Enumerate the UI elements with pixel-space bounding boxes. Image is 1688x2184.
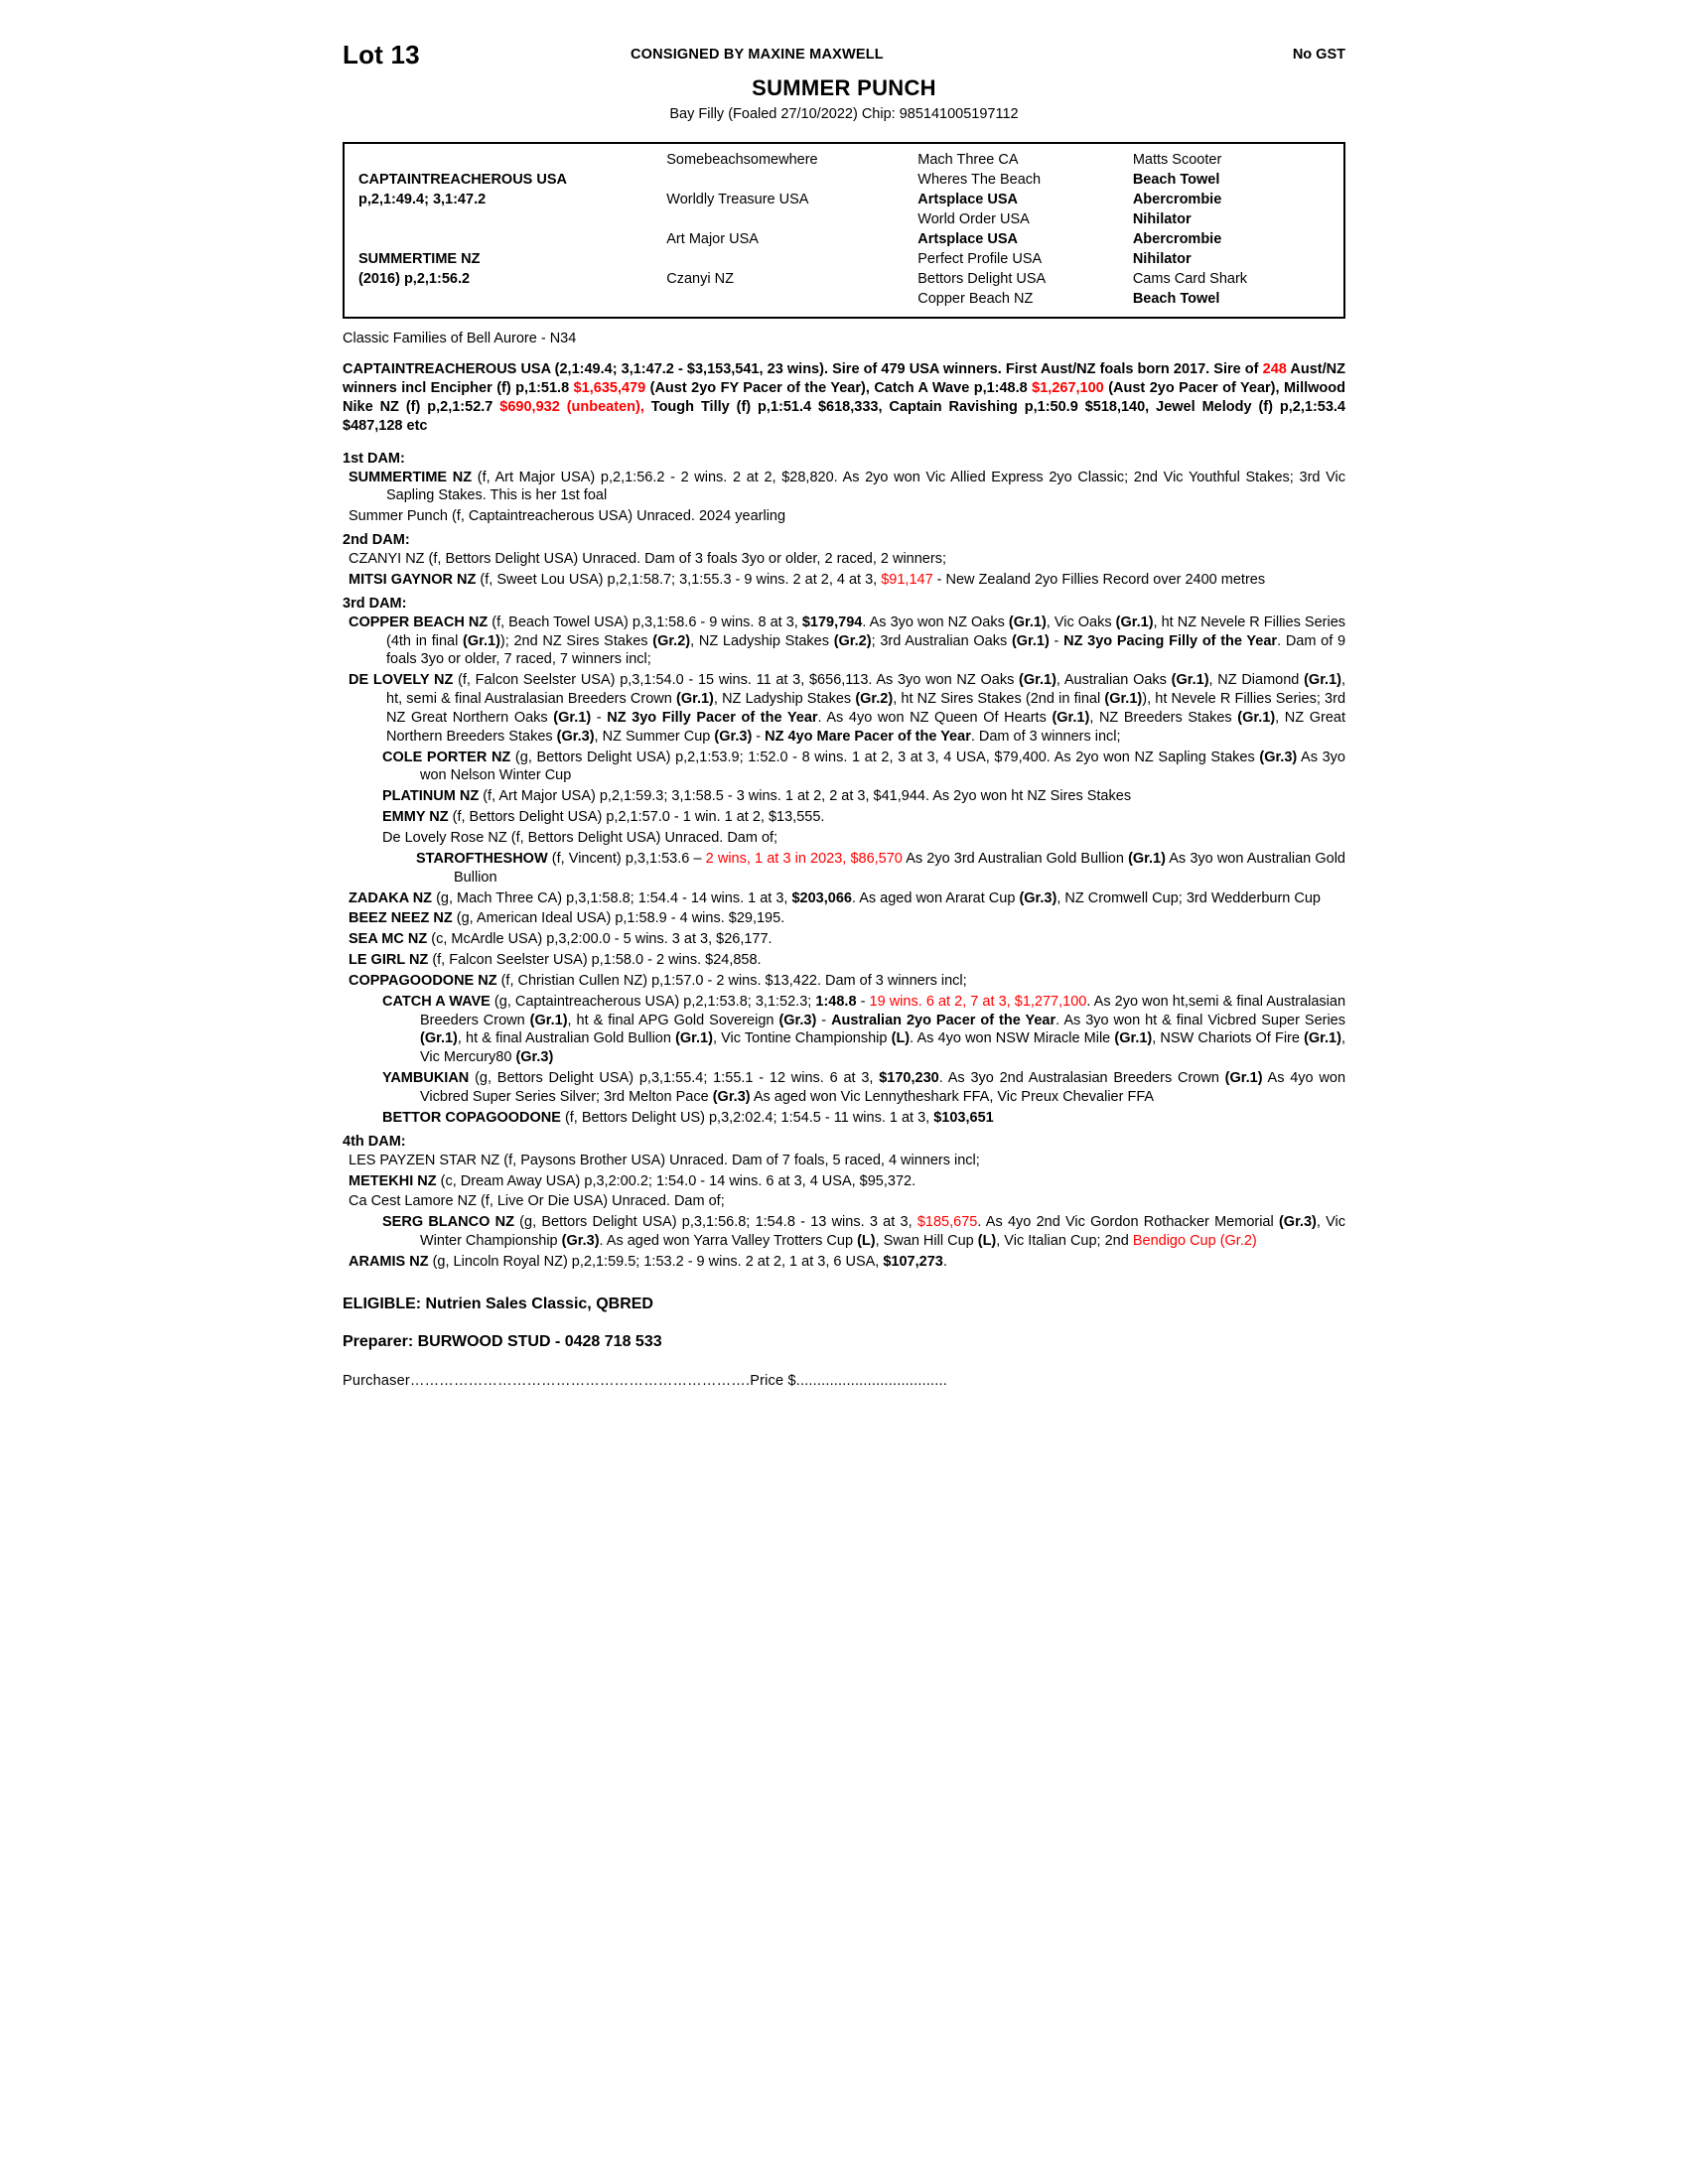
list-item [343,787,1345,806]
sire-summary-paragraph [343,360,1345,437]
second-dam-heading: 2nd DAM: [343,532,410,549]
grade-label: (Gr.1) [1019,672,1056,689]
entry-name: CATCH A WAVE [382,993,491,1010]
entry-text: (f, Bettors Delight USA) p,2,1:57.0 - 1 win. 1 at 2, $13,555. [448,809,825,826]
entry-text: , NZ Cromwell Cup; 3rd Wedderburn Cup [1056,889,1321,906]
sire-sire-dam-sire: Beach Towel [1132,172,1220,188]
list-item [343,614,1345,670]
list-item [343,671,1345,746]
list-item [343,571,1345,590]
entry-text: , NZ Diamond [1208,672,1305,689]
list-item [343,749,1345,786]
table-row [354,269,1334,289]
sire-dam: Worldly Treasure USA [666,192,809,207]
entry-record: 1:48.8 [815,993,857,1010]
list-item [343,1109,1345,1128]
entry-text: . As aged won Yarra Valley Trotters Cup [599,1233,858,1250]
entry-text: , Vic Winter Championship [420,1214,1345,1250]
dam-dam-sire-sire: Cams Card Shark [1132,271,1248,287]
lot-number: Lot 13 [343,40,420,69]
entry-text: - [752,728,766,745]
pedigree-blank-cell [662,209,914,229]
entry-text: . As 3yo 2nd Australasian Breeders Crown [938,1070,1225,1087]
grade-label: (Gr.3) [1259,749,1298,765]
entry-text: (g, Bettors Delight USA) p,3,1:56.8; 1:54.8 - 13 wins. 3 at 3, [513,1214,917,1231]
list-item [343,909,1345,928]
entry-text: , Swan Hill Cup [875,1233,978,1250]
list-item [343,972,1345,991]
entry-highlight: 19 wins. 6 at 2, 7 at 3, $1,277,100 [869,993,1087,1010]
dam-sire-dam-sire: Nihilator [1132,251,1192,267]
entry-earnings: $103,651 [933,1109,994,1126]
pedigree-table [354,150,1334,309]
entry-text: ; 3rd Australian Oaks [871,632,1012,649]
list-item [343,930,1345,949]
entry-name: DE LOVELY NZ [349,672,454,689]
entry-text: , NZ Ladyship Stakes [713,691,856,708]
entry-text: (g, Mach Three CA) p,3,1:58.8; 1:54.4 - 14 wins. 1 at 3, [432,889,792,906]
table-row [354,190,1334,209]
grade-label: (Gr.3) [1019,889,1057,906]
grade-label: (Gr.1) [1008,614,1047,630]
entry-text: , ht NZ Sires Stakes (2nd in final [893,691,1105,708]
list-item: CZANYI NZ (f, Bettors Delight USA) Unraced. Dam of 3 foals 3yo or older, 2 raced, 2 winners; [349,551,946,568]
entry-earnings: $91,147 [881,571,933,588]
grade-label: (Gr.3) [1278,1214,1317,1231]
entry-text: (f, Falcon Seelster USA) p,1:58.0 - 2 wins. $24,858. [428,952,762,969]
sire-sire-sire: Mach Three CA [917,152,1019,168]
entry-name: LE GIRL NZ [349,952,429,969]
list-item: Summer Punch (f, Captaintreacherous USA) Unraced. 2024 yearling [349,508,786,525]
dam-dam-sire: Bettors Delight USA [917,271,1047,287]
entry-name: STAROFTHESHOW [416,850,548,867]
grade-label: (Gr.1) [1104,691,1143,708]
entry-text: As 2yo 3rd Australian Gold Bullion [902,850,1129,867]
table-row [354,249,1334,269]
list-item [343,951,1345,970]
entry-name: ZADAKA NZ [349,889,433,906]
grade-label: (Gr.2) [833,632,872,649]
sire-earnings-2: $1,267,100 [1032,380,1104,397]
entry-earnings: $185,675 [916,1214,978,1231]
list-item [343,1213,1345,1251]
grade-label: (Gr.2) [652,632,691,649]
entry-text: (f, Beach Towel USA) p,3,1:58.6 - 9 wins. 8 at 3, [488,614,802,630]
grade-label: (Gr.1) [1114,1030,1153,1047]
dam-sire-sire: Artsplace USA [917,231,1018,247]
entry-text: , ht & final APG Gold Sovereign [567,1012,779,1028]
pedigree-box [343,142,1345,319]
entry-text: ), ht Nevele R Fillies Series; 3rd NZ Great Northern Oaks [386,691,1346,726]
entry-text: (f, Falcon Seelster USA) p,3,1:54.0 - 15 wins. 11 at 3, $656,113. As 3yo won NZ Oaks [453,672,1020,689]
entry-text: (g, Captaintreacherous USA) p,2,1:53.8; 3,1:52.3; [490,993,816,1010]
entry-text: . As 4yo won NZ Queen Of Hearts [817,709,1053,726]
entry-name: EMMY NZ [382,809,449,826]
entry-text: - [856,993,870,1010]
page-title: SUMMER PUNCH [752,75,936,100]
entry-text: (f, Bettors Delight US) p,3,2:02.4; 1:54.5 - 11 wins. 1 at 3, [560,1109,934,1126]
classic-families-line: Classic Families of Bell Aurore - N34 [343,331,577,346]
entry-name: YAMBUKIAN [382,1070,470,1087]
entry-text: (f, Art Major USA) p,2,1:56.2 - 2 wins. 2 at 2, $28,820. As 2yo won Vic Allied Express 2yo Classic; 2nd Vic Youthful Stakes; 3rd Vic Sapling Stakes. This is her 1st foal [386,469,1346,504]
entry-highlight: 2 wins, 1 at 3 in 2023, $86,570 [705,850,903,867]
entry-text: . As aged won Ararat Cup [851,889,1020,906]
grade-label: (Gr.1) [676,691,714,708]
entry-text: , NZ Summer Cup [594,728,715,745]
list-item [343,1253,1345,1272]
entry-highlight: Bendigo Cup (Gr.2) [1132,1233,1257,1250]
entry-earnings: $107,273 [883,1253,943,1270]
dam-record: (2016) p,2,1:56.2 [358,271,471,287]
grade-label: (L) [857,1233,876,1250]
entry-text: , NZ Great Northern Breeders Stakes [386,709,1345,745]
entry-earnings: $179,794 [801,614,863,630]
pedigree-blank-cell [354,150,662,170]
entry-text: , Vic Mercury80 [420,1030,1345,1066]
entry-text: , ht & final Australian Gold Bullion [457,1030,676,1047]
entry-text: - [816,1012,832,1028]
grade-label: (Gr.1) [1224,1070,1263,1087]
page-header [343,40,1345,73]
list-item [343,808,1345,827]
table-row [354,229,1334,249]
table-row [354,289,1334,309]
table-row [354,209,1334,229]
entry-text: (g, Lincoln Royal NZ) p,2,1:59.5; 1:53.2 - 9 wins. 2 at 2, 1 at 3, 6 USA, [428,1253,884,1270]
grade-label: (Gr.1) [1128,850,1166,867]
entry-text: As aged won Vic Lennytheshark FFA, Vic Preux Chevalier FFA [750,1088,1155,1105]
list-item: LES PAYZEN STAR NZ (f, Paysons Brother USA) Unraced. Dam of 7 foals, 5 raced, 4 winners incl; [349,1152,980,1168]
entry-text: As 3yo won Australian Gold Bullion [454,850,1345,886]
entry-text: . As 3yo won NZ Oaks [862,614,1009,630]
grade-label: (Gr.1) [1171,672,1209,689]
horse-description: Bay Filly (Foaled 27/10/2022) Chip: 985141005197112 [669,106,1019,122]
pedigree-blank-cell [662,289,914,309]
list-item [343,1069,1345,1107]
dam-sire: Art Major USA [666,231,759,247]
list-item: De Lovely Rose NZ (f, Bettors Delight USA) Unraced. Dam of; [382,830,778,846]
entry-name: SUMMERTIME NZ [349,469,473,485]
sire-text-3: (Aust 2yo FY Pacer of the Year), Catch A Wave p,1:48.8 [645,380,1033,397]
grade-label: (Gr.3) [778,1012,817,1028]
grade-label: (Gr.3) [556,728,595,745]
grade-label: (L) [977,1233,997,1250]
entry-text: (f, Art Major USA) p,2,1:59.3; 3,1:58.5 - 3 wins. 1 at 2, 2 at 3, $41,944. As 2yo won ht NZ Sires Stakes [479,788,1132,805]
entry-text: - New Zealand 2yo Fillies Record over 2400 metres [932,571,1266,588]
grade-label: (Gr.1) [1304,1030,1341,1047]
grade-label: (Gr.1) [529,1012,568,1028]
dam-dam-dam: Copper Beach NZ [917,291,1034,307]
grade-label: (Gr.1) [1115,614,1154,630]
entry-name: METEKHI NZ [349,1172,437,1189]
entry-text: , NZ Ladyship Stakes [690,632,834,649]
list-item: Ca Cest Lamore NZ (f, Live Or Die USA) Unraced. Dam of; [349,1193,725,1210]
sire-dam-sire: Artsplace USA [917,192,1018,207]
sire-dam-dam-sire: Nihilator [1132,211,1192,227]
sire-text-1: CAPTAINTREACHEROUS USA (2,1:49.4; 3,1:47.2 - $3,153,541, 23 wins). Sire of 479 USA winners. First Aust/NZ foals born 2017. Sire of [343,361,1263,377]
entry-name: SERG BLANCO NZ [382,1214,514,1231]
entry-text: (g, Bettors Delight USA) p,3,1:55.4; 1:55.1 - 12 wins. 6 at 3, [469,1070,880,1087]
sire-winners-count: 248 [1262,361,1287,377]
dam-dam-dam-sire: Beach Towel [1132,291,1220,307]
sire-text-2: Aust/NZ winners incl Encipher (f) p,1:51.8 [343,361,1345,397]
grade-label: (Gr.2) [855,691,894,708]
list-item [343,993,1345,1067]
entry-earnings: $170,230 [879,1070,939,1087]
entry-text: , ht, semi & final Australasian Breeders Crown [386,672,1345,708]
eligible-line: ELIGIBLE: Nutrien Sales Classic, QBRED [343,1295,653,1312]
entry-name: MITSI GAYNOR NZ [349,571,477,588]
entry-text: , ht NZ Nevele R Fillies Series (4th in final [386,614,1346,649]
entry-text: As 3yo won Nelson Winter Cup [420,749,1345,784]
entry-name: BEEZ NEEZ NZ [349,910,453,927]
entry-name: PLATINUM NZ [382,788,480,805]
sire-name: CAPTAINTREACHEROUS USA [358,172,567,188]
grade-label: (Gr.1) [675,1030,713,1047]
sire-sire: Somebeachsomewhere [666,152,818,168]
entry-name: COPPAGOODONE NZ [349,972,497,989]
sire-earnings-1: $1,635,479 [573,380,646,397]
fourth-dam-heading: 4th DAM: [343,1133,406,1150]
grade-label: (Gr.1) [1237,709,1276,726]
grade-label: (Gr.3) [561,1233,600,1250]
purchaser-price-line: Purchaser…………………………………………………………….Price $.................................... [343,1372,947,1389]
entry-text: . As 2yo won ht,semi & final Australasian Breeders Crown [420,993,1346,1028]
entry-text: . [942,1253,947,1270]
sire-sire-sire-dam: Matts Scooter [1132,152,1222,168]
entry-name: SEA MC NZ [349,931,428,948]
entry-text: (g, Bettors Delight USA) p,2,1:53.9; 1:52.0 - 8 wins. 1 at 2, 3 at 3, 4 USA, $79,400. As 2yo won NZ Sapling Stakes [510,749,1260,765]
grade-label: (Gr.1) [1304,672,1341,689]
list-item [343,850,1345,887]
entry-text: (c, Dream Away USA) p,3,2:00.2; 1:54.0 - 14 wins. 6 at 3, 4 USA, $95,372. [436,1172,916,1189]
sire-sire-dam: Wheres The Beach [917,172,1042,188]
sire-dam-sire-sire: Abercrombie [1132,192,1222,207]
grade-label: (Gr.1) [1011,632,1050,649]
grade-label: (Gr.1) [553,709,592,726]
sire-earnings-3: $690,932 (unbeaten), [499,399,644,416]
award-label: NZ 3yo Pacing Filly of the Year [1063,632,1278,649]
entry-text: (f, Christian Cullen NZ) p,1:57.0 - 2 wins. $13,422. Dam of 3 winners incl; [496,972,967,989]
entry-text: . Dam of 9 foals 3yo or older, 7 raced, 7 winners incl; [386,632,1346,668]
entry-text: . As 4yo 2nd Vic Gordon Rothacker Memorial [977,1214,1279,1231]
sire-text-4: (Aust 2yo Pacer of Year), Millwood Nike NZ (f) p,2,1:52.7 [343,380,1345,416]
award-label: Australian 2yo Pacer of the Year [831,1012,1056,1028]
table-row [354,150,1334,170]
entry-name: COPPER BEACH NZ [349,614,489,630]
catalogue-sheet [343,40,1346,1389]
preparer-line: Preparer: BURWOOD STUD - 0428 718 533 [343,1332,662,1350]
entry-text: (c, McArdle USA) p,3,2:00.0 - 5 wins. 3 at 3, $26,177. [427,931,773,948]
list-item [343,1172,1345,1191]
entry-text: (f, Vincent) p,3,1:53.6 – [547,850,706,867]
entry-text: , Vic Oaks [1046,614,1116,630]
entry-text: - [1049,632,1064,649]
sire-text-5: Tough Tilly (f) p,1:51.4 $618,333, Captain Ravishing p,1:50.9 $518,140, Jewel Melody (f) p,2,1:53.4 $487,128 etc [343,399,1345,435]
entry-text: , Vic Tontine Championship [712,1030,892,1047]
entry-text: ); 2nd NZ Sires Stakes [499,632,653,649]
list-item [343,469,1345,506]
entry-text: . Dam of 3 winners incl; [970,728,1121,745]
gst-status: No GST [1292,47,1345,63]
third-dam-heading: 3rd DAM: [343,595,407,612]
entry-name: BETTOR COPAGOODONE [382,1109,561,1126]
grade-label: (Gr.3) [515,1049,554,1066]
entry-text: (f, Sweet Lou USA) p,2,1:58.7; 3,1:55.3 - 9 wins. 2 at 2, 4 at 3, [476,571,882,588]
entry-text: , Australian Oaks [1055,672,1172,689]
grade-label: (Gr.3) [712,1088,751,1105]
dam-sire-dam: Perfect Profile USA [917,251,1043,267]
award-label: NZ 3yo Filly Pacer of the Year [607,709,818,726]
entry-name: ARAMIS NZ [349,1253,429,1270]
entry-earnings: $203,066 [791,889,852,906]
entry-name: COLE PORTER NZ [382,749,511,765]
list-item [343,889,1345,908]
entry-text: , NSW Chariots Of Fire [1152,1030,1305,1047]
pedigree-blank-cell [662,170,914,190]
dam-sire-sire-sire: Abercrombie [1132,231,1222,247]
pedigree-blank-cell [354,209,662,229]
grade-label: (Gr.1) [1052,709,1090,726]
entry-text: , NZ Breeders Stakes [1089,709,1238,726]
pedigree-blank-cell [354,289,662,309]
entry-text: . As 4yo won NSW Miracle Mile [910,1030,1115,1047]
dam-dam: Czanyi NZ [666,271,734,287]
entry-text: (g, American Ideal USA) p,1:58.9 - 4 wins. $29,195. [452,910,785,927]
award-label: NZ 4yo Mare Pacer of the Year [765,728,971,745]
grade-label: (Gr.3) [714,728,753,745]
first-dam-heading: 1st DAM: [343,450,405,467]
grade-label: (Gr.1) [463,632,500,649]
sire-dam-dam: World Order USA [917,211,1030,227]
dam-name: SUMMERTIME NZ [358,251,481,267]
sire-record: p,2,1:49.4; 3,1:47.2 [358,192,487,207]
grade-label: (L) [891,1030,911,1047]
entry-text: , Vic Italian Cup; 2nd [996,1233,1133,1250]
entry-text: As 4yo won Vicbred Super Series Silver; 3rd Melton Pace [420,1070,1346,1105]
consignor-line: CONSIGNED BY MAXINE MAXWELL [631,47,884,63]
entry-text: . As 3yo won ht & final Vicbred Super Series [1055,1012,1345,1028]
table-row [354,170,1334,190]
grade-label: (Gr.1) [420,1030,458,1047]
entry-text: - [591,709,608,726]
pedigree-blank-cell [354,229,662,249]
pedigree-blank-cell [662,249,914,269]
